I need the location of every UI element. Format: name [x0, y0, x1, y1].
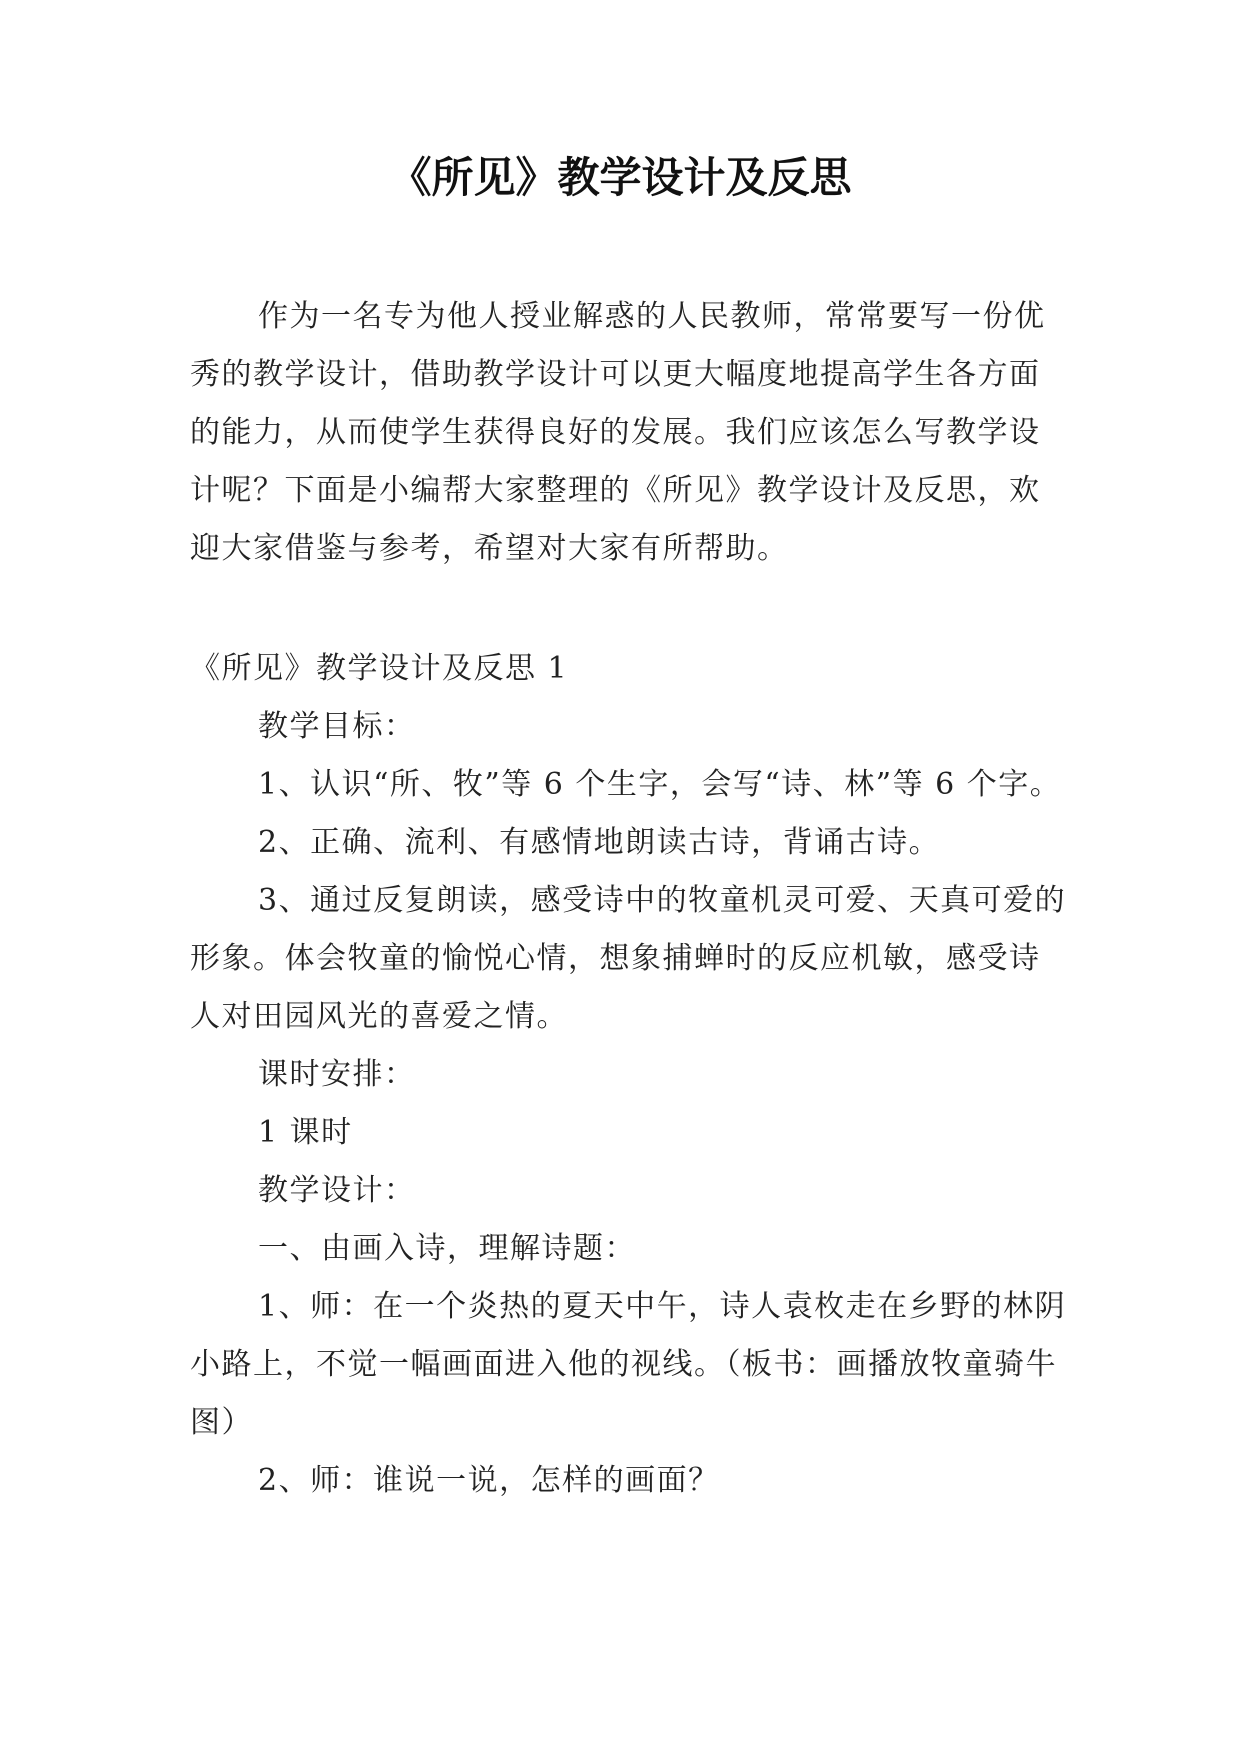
step-item-2: 2、师：谁说一说，怎样的画面？ [258, 1463, 720, 1498]
goal-item-1: 1、认识“所、牧”等 6 个生字，会写“诗、林”等 6 个字。 [258, 767, 1062, 802]
goal-item-2: 2、正确、流利、有感情地朗读古诗，背诵古诗。 [258, 825, 941, 860]
intro-paragraph: 作为一名专为他人授业解惑的人民教师，常常要写一份优秀的教学设计，借助教学设计可以更大幅度地提高学生各方面的能力，从而使学生获得良好的发展。我们应该怎么写教学设计呢？下面是小编帮大家整理的《所见》教学设计及反思，欢迎大家借鉴与参考，希望对大家有所帮助。 [190, 299, 1046, 566]
section-heading: 《所见》教学设计及反思 1 [190, 651, 569, 686]
schedule-label: 课时安排： [258, 1057, 416, 1092]
schedule-value: 1 课时 [258, 1115, 353, 1150]
design-label: 教学设计： [258, 1173, 416, 1208]
step-heading-1: 一、由画入诗，理解诗题： [258, 1231, 636, 1266]
document-title: 《所见》教学设计及反思 [389, 153, 852, 202]
step-item-1: 1、师：在一个炎热的夏天中午，诗人袁枚走在乡野的林阴小路上，不觉一幅画面进入他的视线。（板书：画播放牧童骑牛图） [190, 1289, 1067, 1440]
teaching-goals-label: 教学目标： [258, 709, 416, 744]
goal-item-3: 3、通过反复朗读，感受诗中的牧童机灵可爱、天真可爱的形象。体会牧童的愉悦心情，想象捕蝉时的反应机敏，感受诗人对田园风光的喜爱之情。 [190, 883, 1067, 1034]
section-1 [190, 640, 1070, 1510]
